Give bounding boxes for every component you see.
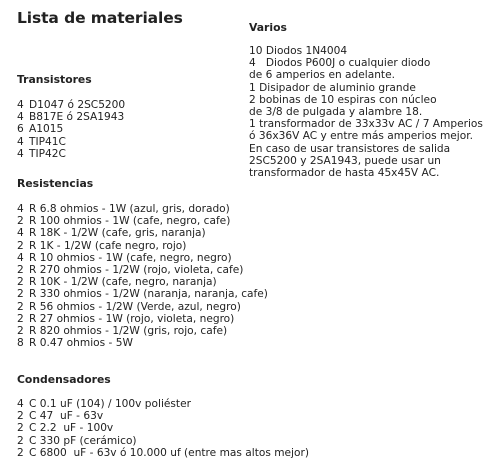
list-item [17,227,268,239]
item-qty: 2 [17,288,24,301]
section-title-resistencias: Resistencias [17,177,94,190]
item-desc: C 330 pF (cerámico) [29,434,137,447]
list-item [17,325,268,337]
list-item: 2SC5200 y 2SA1943, puede usar un [249,154,441,167]
list-item: 10 Diodos 1N4004 [249,45,348,57]
list-item [17,410,309,422]
item-desc: R 27 ohmios - 1W (rojo, violeta, negro) [29,312,235,325]
item-desc: R 10K - 1/2W (cafe, negro, naranja) [29,276,217,289]
item-qty: 4 [17,203,24,215]
list-item [17,288,268,300]
item-desc: R 18K - 1/2W (cafe, gris, naranja) [29,227,206,240]
list-item: transformador de hasta 45x45V AC. [249,167,440,180]
item-qty: 4 [17,398,24,410]
item-desc: R 820 ohmios - 1/2W (gris, rojo, cafe) [29,325,228,338]
item-desc: R 1K - 1/2W (cafe negro, rojo) [29,239,187,252]
list-item [17,123,125,135]
list-item: 1 transformador de 33x33v AC / 7 Amperios [249,118,483,131]
item-qty: 2 [17,276,24,289]
list-item [17,422,309,434]
list-item [17,136,125,148]
list-item [17,215,268,227]
item-desc: R 100 ohmios - 1W (cafe, negro, cafe) [29,215,231,228]
list-item [17,111,125,123]
item-qty: 8 [17,337,24,350]
list-item [17,264,268,276]
item-desc: C 6800 uF - 63v ó 10.000 uf (entre mas altos mejor) [29,446,309,459]
item-qty: 4 [17,135,24,148]
item-qty: 6 [17,123,24,136]
item-desc: R 56 ohmios - 1/2W (Verde, azul, negro) [29,300,241,313]
item-desc: TIP42C [29,147,66,160]
section-title-condensadores: Condensadores [17,373,111,386]
item-desc: A1015 [29,123,64,136]
list-item [17,240,268,252]
item-qty: 2 [17,264,24,277]
list-item: de 3/8 de pulgada y alambre 18. [249,106,423,119]
list-item [17,435,309,447]
list-item: En caso de usar transistores de salida [249,142,451,155]
item-qty: 2 [17,422,24,435]
list-item: ó 36x36V AC y entre más amperios mejor. [249,130,473,143]
item-qty: 4 [17,99,24,111]
item-desc: C 47 uF - 63v [29,410,104,423]
item-qty: 4 [17,227,24,240]
page-title: Lista de materiales [17,9,183,27]
item-desc: R 10 ohmios - 1W (cafe, negro, negro) [29,251,232,264]
list-item [17,276,268,288]
list-item [17,337,268,349]
list-item [17,398,309,410]
item-desc: C 2.2 uF - 100v [29,422,114,435]
item-qty: 4 [17,111,24,124]
list-item [17,313,268,325]
section-title-transistores: Transistores [17,73,92,86]
list-item [17,203,268,215]
item-qty: 2 [17,300,24,313]
list-item [17,447,309,459]
item-qty: 2 [17,215,24,228]
varios-list [249,45,483,179]
item-desc: R 330 ohmios - 1/2W (naranja, naranja, cafe) [29,288,268,301]
list-item: 2 bobinas de 10 espiras con núcleo [249,93,437,106]
list-item [17,148,125,160]
item-qty: 4 [17,147,24,160]
item-qty: 2 [17,312,24,325]
list-item [17,301,268,313]
item-desc: R 270 ohmios - 1/2W (rojo, violeta, cafe) [29,264,244,277]
condensadores-list [17,398,309,459]
item-qty: 2 [17,239,24,252]
resistencias-list [17,203,268,349]
list-item [17,99,125,111]
item-qty: 4 [17,251,24,264]
item-qty: 2 [17,434,24,447]
item-desc: TIP41C [29,135,66,148]
transistores-list [17,99,125,160]
item-desc: R 6.8 ohmios - 1W (azul, gris, dorado) [29,203,230,215]
item-desc: C 0.1 uF (104) / 100v poliéster [29,398,191,410]
item-qty: 2 [17,446,24,459]
item-qty: 2 [17,410,24,423]
item-desc: R 0.47 ohmios - 5W [29,337,133,350]
list-item: 1 Disipador de aluminio grande [249,81,416,94]
list-item [17,252,268,264]
list-item: 4 Diodos P600J o cualquier diodo [249,57,431,70]
section-title-varios: Varios [249,21,287,34]
item-qty: 2 [17,325,24,338]
list-item: de 6 amperios en adelante. [249,69,395,82]
item-desc: B817E ó 2SA1943 [29,111,125,124]
item-desc: D1047 ó 2SC5200 [29,99,126,111]
